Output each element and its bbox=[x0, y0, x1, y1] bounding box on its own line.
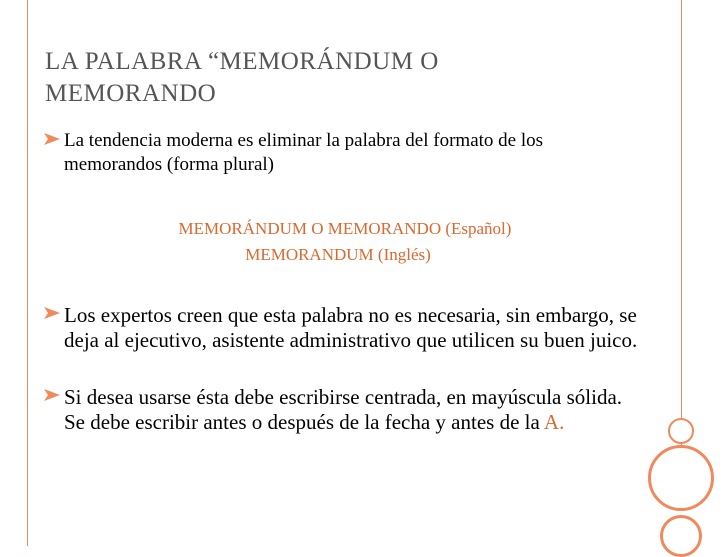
title-line-2: MEMORANDO bbox=[45, 80, 217, 107]
slide-title bbox=[45, 46, 645, 110]
bullet-text-3-main: Si desea usarse ésta debe escribirse centrada, en mayúscula sólida. Se debe escribir antes o después de la fecha y antes de la bbox=[64, 385, 623, 434]
highlight-letter: A. bbox=[543, 410, 565, 434]
arrow-bullet-icon bbox=[44, 303, 64, 353]
bullet-text-1: La tendencia moderna es eliminar la palabra del formato de los memorandos (forma plural) bbox=[64, 130, 544, 175]
bottom-circle-decoration bbox=[660, 515, 702, 557]
centered-line-english: MEMORANDUM (Inglés) bbox=[245, 245, 431, 264]
bullet-text-3 bbox=[64, 385, 644, 435]
arrow-bullet-icon bbox=[44, 385, 64, 435]
centered-line-spanish: MEMORÁNDUM O MEMORANDO (Español) bbox=[178, 219, 512, 238]
bullet-text-2: Los expertos creen que esta palabra no es necesaria, sin embargo, se deja al ejecutivo, asistente administrativo que utilicen su buen juico. bbox=[64, 303, 638, 352]
small-circle-decoration bbox=[668, 418, 694, 444]
right-rule bbox=[681, 0, 682, 445]
bullet-item-3 bbox=[44, 385, 644, 435]
bullet-item-1 bbox=[44, 129, 644, 177]
large-circle-decoration bbox=[648, 445, 714, 511]
left-rule bbox=[27, 0, 28, 546]
title-line-1: LA PALABRA “MEMORÁNDUM O bbox=[45, 48, 439, 75]
bullet-item-2 bbox=[44, 303, 644, 353]
arrow-bullet-icon bbox=[44, 129, 64, 177]
